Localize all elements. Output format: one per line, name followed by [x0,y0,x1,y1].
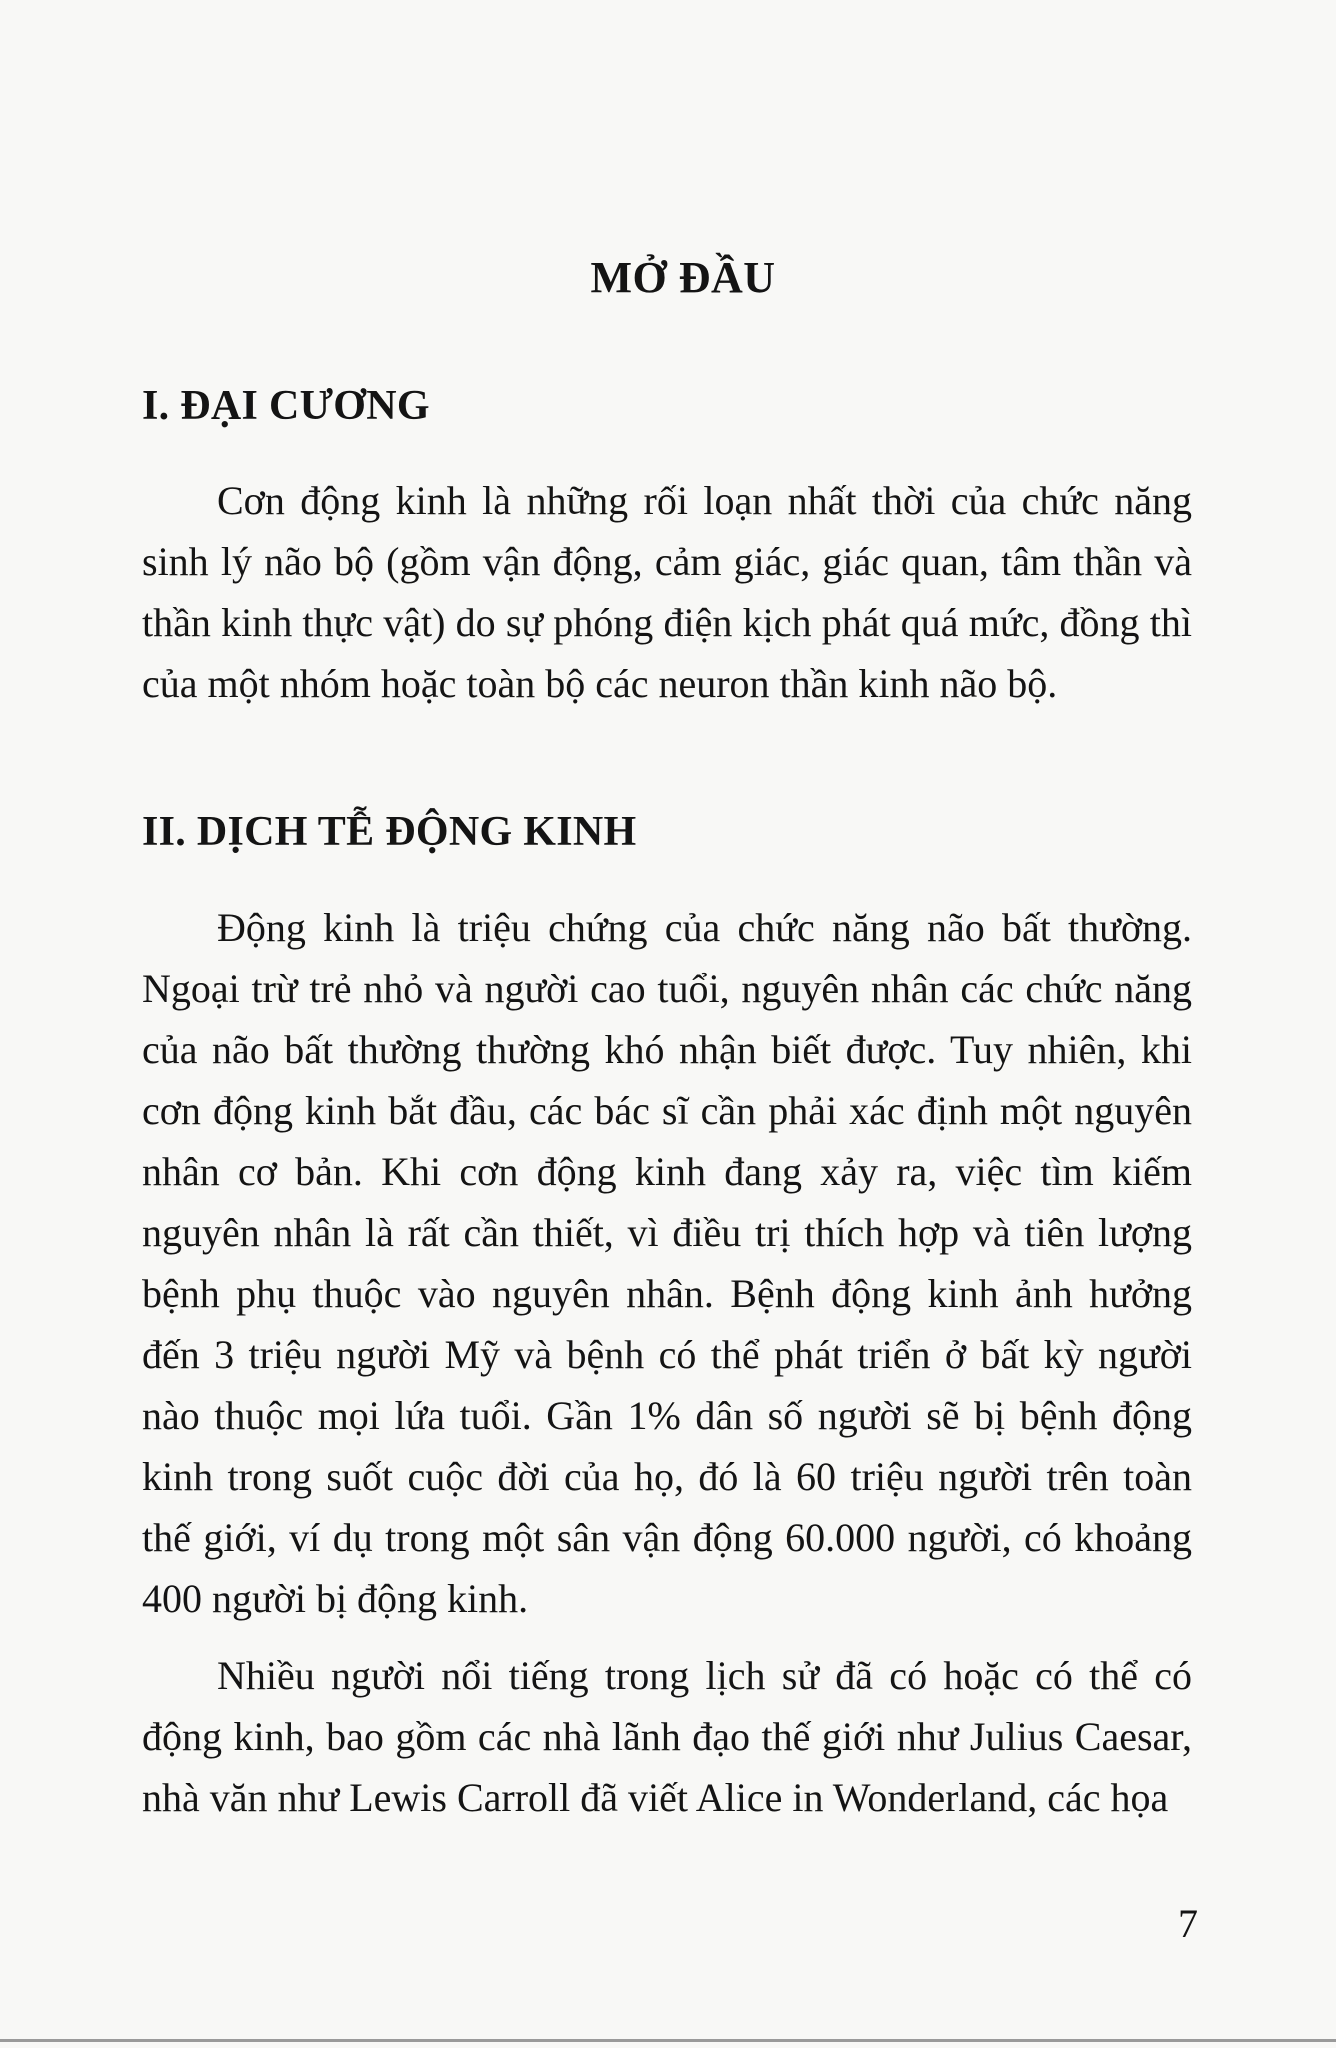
section-heading-general: I. ĐẠI CƯƠNG [142,383,430,429]
section-heading-epidemiology: II. DỊCH TỄ ĐỘNG KINH [142,809,637,855]
paragraph-definition: Cơn động kinh là những rối loạn nhất thời của chức năng sinh lý não bộ (gồm vận động, cảm giác, giác quan, tâm thần và thần kinh thực vật) do sự phóng điện kịch phát quá mức, đồng thì của một nhóm hoặc toàn bộ các neuron thần kinh não bộ. [142,478,1192,706]
chapter-title: MỞ ĐẦU [590,253,776,302]
paragraph-famous-people: Nhiều người nổi tiếng trong lịch sử đã có hoặc có thể có động kinh, bao gồm các nhà lãnh đạo thế giới như Julius Caesar, nhà văn như Lewis Carroll đã viết Alice in Wonderland, các họa [142,1653,1192,1820]
paragraph-epidemiology: Động kinh là triệu chứng của chức năng não bất thường. Ngoại trừ trẻ nhỏ và người cao tuổi, nguyên nhân các chức năng của não bất thường thường khó nhận biết được. Tuy nhiên, khi cơn động kinh bắt đầu, các bác sĩ cần phải xác định một nguyên nhân cơ bản. Khi cơn động kinh đang xảy ra, việc tìm kiếm nguyên nhân là rất cần thiết, vì điều trị thích hợp và tiên lượng bệnh phụ thuộc vào nguyên nhân. Bệnh động kinh ảnh hưởng đến 3 triệu người Mỹ và bệnh có thể phát triển ở bất kỳ người nào thuộc mọi lứa tuổi. Gần 1% dân số người sẽ bị bệnh động kinh trong suốt cuộc đời của họ, đó là 60 triệu người trên toàn thế giới, ví dụ trong một sân vận động 60.000 người, có khoảng 400 người bị động kinh. [142,905,1192,1621]
page-number: 7 [1178,1901,1198,1946]
page-edge-divider [0,2039,1336,2042]
